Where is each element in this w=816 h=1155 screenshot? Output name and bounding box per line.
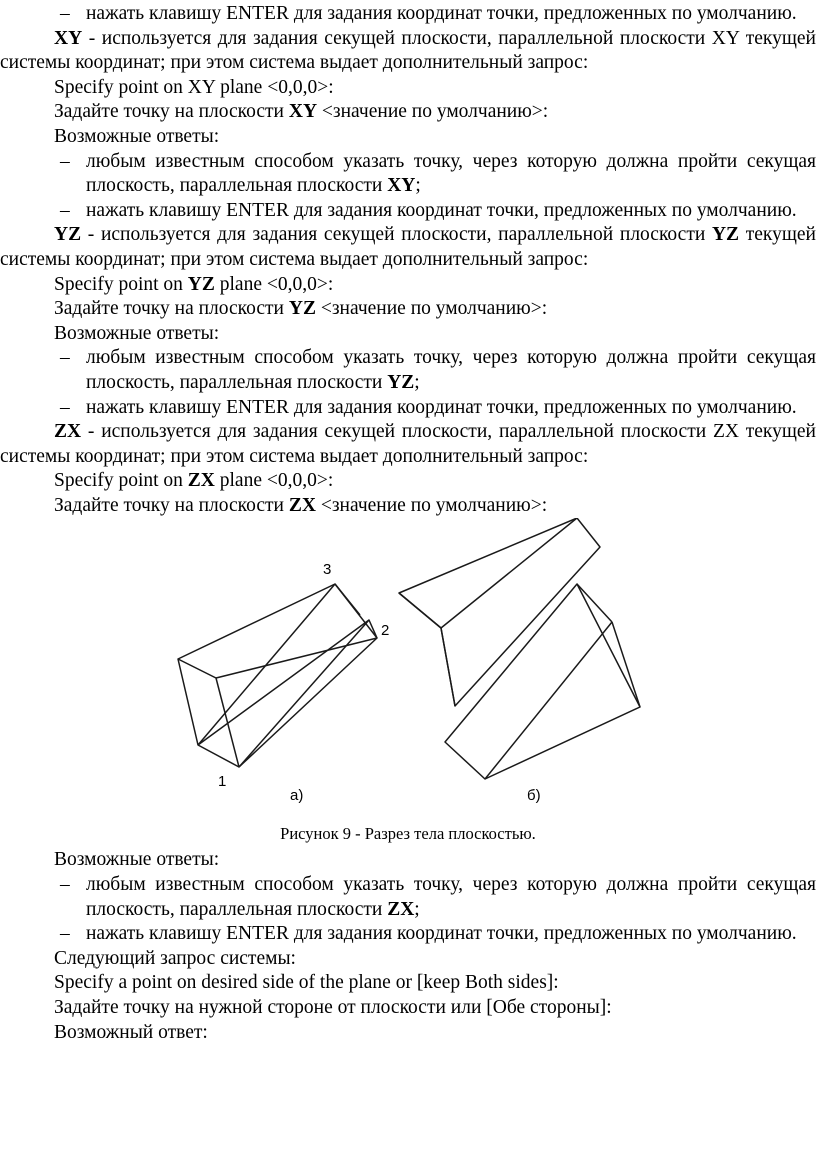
side-prompt-en: Specify a point on desired side of the plane or [keep Both sides]:	[54, 972, 559, 994]
dash-marker: –	[60, 874, 70, 896]
answers-heading: Возможные ответы:	[54, 125, 220, 147]
bullet-any-point-yz	[0, 346, 816, 395]
prompt-text: Задайте точку на плоскости	[54, 298, 289, 320]
paragraph-yz	[0, 223, 816, 272]
bullet-text: любым известным способом указать точку, через которую должна пройти секущая плоскость, параллельная плоскости	[86, 150, 816, 197]
box-outline	[178, 584, 377, 767]
prompt-en-xy: Specify point on XY plane <0,0,0>:	[54, 76, 334, 98]
bullet-text: нажать клавишу ENTER для задания координат точки, предложенных по умолчанию.	[86, 923, 797, 945]
answers-heading: Возможные ответы:	[54, 322, 220, 344]
box-edge	[178, 659, 216, 678]
wedge-edge	[577, 584, 612, 622]
prompt-ru-zx	[0, 494, 816, 519]
dash-marker: –	[60, 150, 70, 172]
prompt-text: <значение по умолчанию>:	[315, 298, 548, 320]
prompt-text: plane <0,0,0>:	[214, 470, 334, 492]
prompt-ru-xy	[0, 100, 816, 125]
prompt-text: Specify point on	[54, 273, 188, 295]
answers-heading: Возможные ответы:	[54, 849, 220, 871]
box-edge	[216, 678, 239, 767]
bullet-term: YZ	[387, 371, 415, 393]
paragraph-text: - используется для задания секущей плоскости, параллельной плоскости ZX текущей системы координат; при этом система выдает дополнительный запрос:	[0, 421, 816, 467]
label-point-3: 3	[323, 561, 332, 579]
dash-marker: –	[60, 3, 70, 24]
side-prompt-ru: Задайте точку на нужной стороне от плоскости или [Обе стороны]:	[54, 997, 612, 1019]
bullet-any-point-xy	[0, 150, 816, 199]
next-request-heading: Следующий запрос системы:	[54, 947, 296, 969]
paragraph-text: текущей системы координат; при этом система выдает дополнительный запрос:	[0, 224, 816, 270]
term-yz: YZ	[54, 224, 82, 246]
bullet-enter-zx	[0, 922, 816, 947]
prompt-term: YZ	[187, 273, 215, 295]
paragraph-text: - используется для задания секущей плоскости, параллельной плоскости	[81, 224, 712, 246]
bullet-text: любым известным способом указать точку, через которую должна пройти секущая плоскость, параллельная плоскости	[86, 874, 816, 920]
box-edge	[198, 584, 335, 745]
dash-marker: –	[60, 396, 70, 418]
label-figure-b: б)	[527, 787, 541, 805]
prompt-text: plane <0,0,0>:	[214, 273, 334, 295]
bullet-text: нажать клавишу ENTER для задания координат точки, предложенных по умолчанию.	[86, 396, 797, 418]
wedge-edge	[612, 622, 640, 707]
prompt-en-zx	[0, 469, 816, 494]
prompt-term: XY	[288, 101, 318, 123]
wedge-edge	[399, 593, 441, 628]
prompt-term: ZX	[187, 470, 215, 492]
prompt-text: Specify point on	[54, 470, 188, 492]
dash-marker: –	[60, 199, 70, 221]
box-edge	[239, 620, 369, 767]
figure-caption: Рисунок 9 - Разрез тела плоскостью.	[280, 824, 536, 844]
label-point-2: 2	[381, 622, 390, 640]
label-point-1: 1	[218, 773, 227, 791]
bullet-text: нажать клавишу ENTER для задания координат точки, предложенных по умолчанию.	[86, 199, 797, 221]
paragraph-zx	[0, 420, 816, 469]
answer-heading: Возможный ответ:	[54, 1021, 208, 1043]
wedge-lower	[445, 584, 640, 779]
prompt-en-yz	[0, 273, 816, 298]
paragraph-xy	[0, 27, 816, 76]
bullet-enter-default	[0, 2, 816, 27]
bullet-text: любым известным способом указать точку, через которую должна пройти секущая плоскость, параллельная плоскости	[86, 347, 816, 393]
bullet-any-point-zx	[0, 873, 816, 922]
figure-drawing	[0, 518, 816, 823]
term-xy: XY	[54, 27, 83, 49]
bullet-term: XY	[387, 175, 416, 197]
prompt-ru-yz	[0, 297, 816, 322]
term-zx: ZX	[54, 421, 82, 443]
dash-marker: –	[60, 923, 70, 945]
prompt-text: Задайте точку на плоскости	[54, 101, 289, 123]
box-edge	[216, 638, 377, 678]
paragraph-text: - используется для задания секущей плоскости, параллельной плоскости XY текущей системы координат; при этом система выдает дополнительный запрос:	[0, 27, 816, 74]
label-figure-a: а)	[290, 787, 304, 805]
prompt-text: <значение по умолчанию>:	[317, 101, 549, 123]
box-edge	[335, 584, 360, 615]
prompt-term: ZX	[288, 494, 316, 516]
bullet-enter-yz	[0, 396, 816, 421]
bullet-text: нажать клавишу ENTER для задания координат точки, предложенных по умолчанию.	[86, 3, 797, 24]
prompt-text: Задайте точку на плоскости	[54, 494, 289, 516]
wedge-edge	[441, 518, 577, 628]
figure-section-cut	[0, 518, 816, 823]
bullet-term: ZX	[387, 898, 415, 920]
wedge-edge	[441, 628, 455, 706]
bullet-text: ;	[414, 898, 420, 920]
paragraph-term: YZ	[711, 224, 740, 246]
bullet-text: ;	[414, 371, 420, 393]
prompt-term: YZ	[288, 298, 316, 320]
prompt-text: <значение по умолчанию>:	[315, 494, 548, 516]
bullet-enter-xy	[0, 199, 816, 224]
dash-marker: –	[60, 347, 70, 369]
wedge-edge	[485, 622, 612, 779]
bullet-text: ;	[415, 175, 421, 197]
